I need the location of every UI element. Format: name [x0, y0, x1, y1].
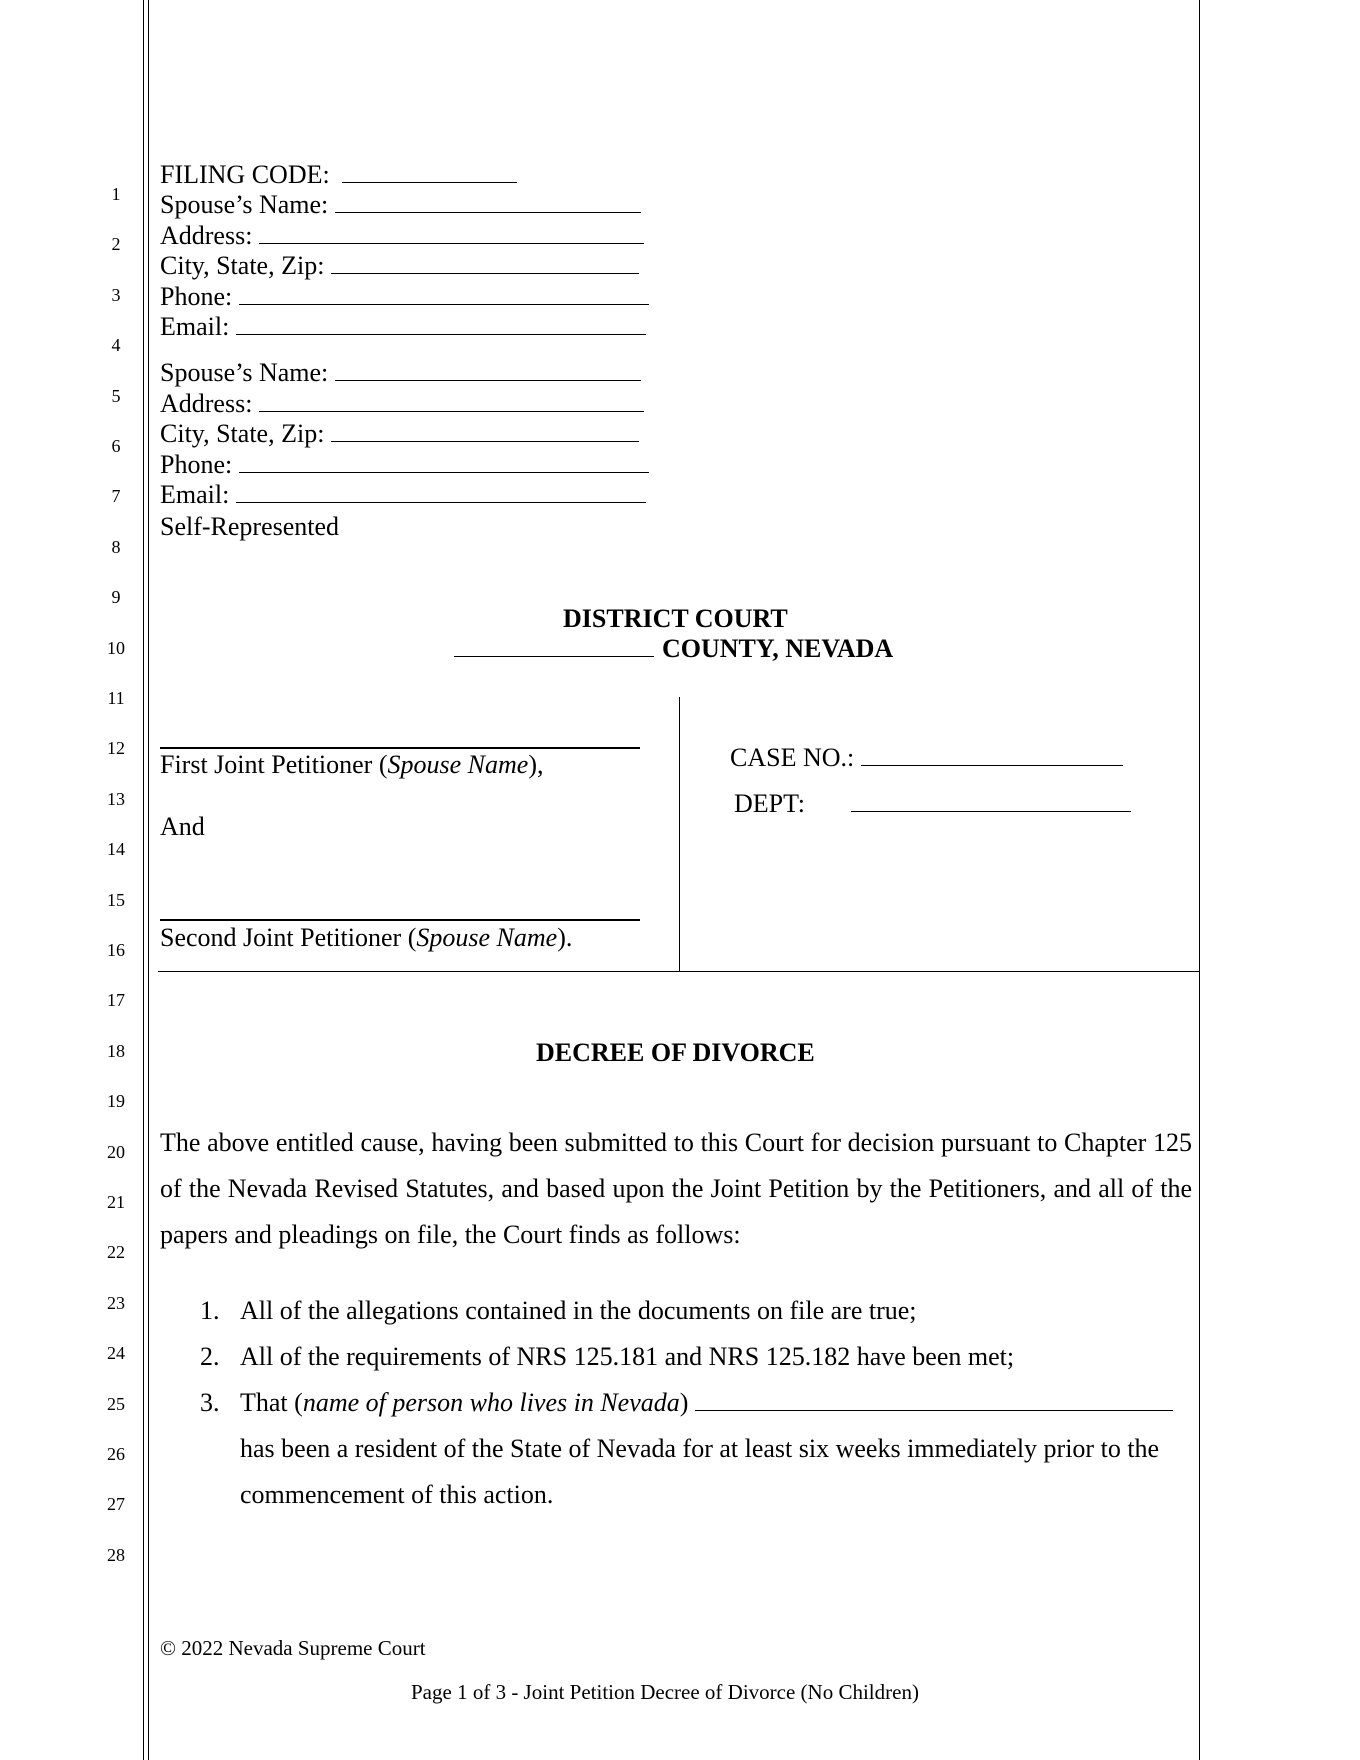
spouse1-address-line: [160, 221, 644, 252]
finding-3-suffix: ): [679, 1388, 689, 1417]
spouse2-name-label: Spouse’s Name:: [160, 358, 329, 387]
self-represented-label: Self-Represented: [160, 512, 340, 541]
line-number-17: 17: [107, 990, 125, 1011]
line-number-28: 28: [107, 1544, 125, 1565]
line-number-18: 18: [107, 1040, 125, 1061]
spouse2-address-label: Address:: [160, 388, 253, 418]
spouse1-address-blank: [259, 222, 644, 244]
filing-code-label: FILING CODE:: [160, 160, 330, 189]
decree-title: DECREE OF DIVORCE: [536, 1038, 815, 1067]
dept-label: DEPT:: [734, 789, 805, 818]
case-no-label: CASE NO.:: [730, 743, 855, 772]
finding-2-text: All of the requirements of NRS 125.181 and NRS 125.182 have been met;: [240, 1342, 1015, 1371]
court-title: DISTRICT COURT: [563, 604, 788, 633]
second-petitioner-suffix: ).: [557, 923, 573, 952]
left-margin-rule-inner: [148, 0, 149, 1760]
spouse2-phone-line: [160, 450, 649, 481]
spouse2-email-blank: [236, 481, 646, 503]
spouse2-city-label: City, State, Zip:: [160, 419, 325, 448]
line-number-25: 25: [107, 1393, 125, 1414]
line-number-23: 23: [107, 1292, 125, 1313]
left-margin-rule-outer: [143, 0, 144, 1760]
right-margin-rule: [1199, 0, 1200, 1760]
line-number-2: 2: [111, 234, 121, 255]
spouse2-city-blank: [331, 420, 639, 442]
finding-3-continuation-2: commencement of this action.: [240, 1480, 554, 1509]
line-number-13: 13: [107, 788, 125, 809]
second-petitioner-label: [160, 923, 572, 953]
filing-code-blank: [342, 161, 517, 183]
line-number-5: 5: [111, 385, 121, 406]
spouse2-phone-blank: [239, 451, 649, 473]
line-number-3: 3: [111, 284, 121, 305]
first-petitioner-italic: Spouse Name: [387, 750, 529, 779]
line-number-27: 27: [107, 1494, 125, 1515]
line-number-21: 21: [107, 1192, 125, 1212]
spouse1-address-label: Address:: [160, 220, 253, 250]
finding-1-number: 1.: [200, 1296, 220, 1325]
county-blank: [454, 635, 654, 657]
line-number-19: 19: [107, 1091, 125, 1112]
county-line: [454, 634, 893, 664]
spouse2-email-line: [160, 480, 646, 511]
spouse1-phone-label: Phone:: [160, 281, 233, 311]
line-number-12: 12: [107, 738, 125, 759]
second-petitioner-italic: Spouse Name: [416, 923, 558, 952]
finding-2: [200, 1334, 1015, 1380]
spouse1-city-blank: [331, 252, 639, 274]
first-petitioner-suffix: ),: [528, 750, 544, 779]
line-number-24: 24: [107, 1343, 125, 1364]
second-petitioner-prefix: Second Joint Petitioner (: [160, 923, 417, 952]
line-number-22: 22: [107, 1242, 125, 1263]
line-number-6: 6: [111, 436, 121, 456]
spouse1-email-line: [160, 312, 646, 343]
finding-3-italic: name of person who lives in Nevada: [302, 1388, 680, 1417]
spouse2-name-blank: [335, 359, 641, 381]
intro-paragraph: The above entitled cause, having been submitted to this Court for decision pursuant to Chapter 125 of the Nevada Revised Statutes, and based upon the Joint Petition by the Petitioners, and all of the papers and pleadings on file, the Court finds as follows:: [160, 1128, 1192, 1249]
dept-line: [734, 789, 1131, 819]
spouse1-city-line: [160, 251, 639, 282]
line-number-1: 1: [111, 184, 121, 204]
finding-3-prefix: That (: [240, 1388, 303, 1417]
line-number-4: 4: [111, 335, 121, 356]
spouse2-phone-label: Phone:: [160, 449, 233, 479]
line-number-8: 8: [111, 536, 121, 557]
spouse2-email-label: Email:: [160, 480, 230, 509]
finding-1-text: All of the allegations contained in the documents on file are true;: [240, 1296, 917, 1325]
line-number-15: 15: [107, 889, 125, 910]
second-petitioner-blank: [160, 919, 640, 921]
spouse1-phone-line: [160, 282, 649, 313]
first-petitioner-label: [160, 750, 544, 780]
spouse1-email-label: Email:: [160, 312, 230, 341]
finding-3-continuation-1: has been a resident of the State of Nevada for at least six weeks immediately prior to the: [240, 1434, 1160, 1463]
caption-divider: [679, 697, 680, 971]
spouse1-name-line: [160, 190, 641, 221]
line-number-20: 20: [107, 1141, 125, 1162]
line-number-14: 14: [107, 839, 125, 860]
spouse2-name-line: [160, 358, 641, 389]
finding-2-number: 2.: [200, 1342, 220, 1371]
line-number-26: 26: [107, 1444, 125, 1464]
line-number-9: 9: [111, 587, 121, 608]
spouse2-address-line: [160, 389, 644, 420]
finding-1: [200, 1288, 917, 1334]
finding-3-text: [240, 1380, 1173, 1426]
page-info: Page 1 of 3 - Joint Petition Decree of Divorce (No Children): [411, 1680, 919, 1704]
filing-code-line: [160, 160, 517, 191]
line-number-10: 10: [107, 637, 125, 658]
spouse2-address-blank: [259, 390, 644, 412]
dept-blank: [851, 790, 1131, 812]
line-number-11: 11: [107, 688, 125, 708]
spouse1-name-label: Spouse’s Name:: [160, 190, 329, 219]
spouse2-city-line: [160, 419, 639, 450]
line-number-7: 7: [111, 486, 121, 507]
finding-3-number: 3.: [200, 1388, 220, 1417]
first-petitioner-prefix: First Joint Petitioner (: [160, 750, 388, 779]
line-number-16: 16: [107, 940, 125, 960]
spouse1-city-label: City, State, Zip:: [160, 251, 325, 280]
case-no-line: [730, 743, 1123, 773]
first-petitioner-blank: [160, 747, 640, 749]
spouse1-email-blank: [236, 313, 646, 335]
spouse1-phone-blank: [239, 283, 649, 305]
spouse1-name-blank: [335, 191, 641, 213]
county-label: COUNTY, NEVADA: [662, 634, 894, 663]
and-label: And: [160, 812, 205, 841]
finding-3: [200, 1380, 689, 1426]
finding-3-blank: [695, 1389, 1173, 1411]
copyright-notice: © 2022 Nevada Supreme Court: [160, 1636, 426, 1660]
case-no-blank: [861, 744, 1123, 766]
caption-bottom-rule: [158, 971, 1199, 972]
